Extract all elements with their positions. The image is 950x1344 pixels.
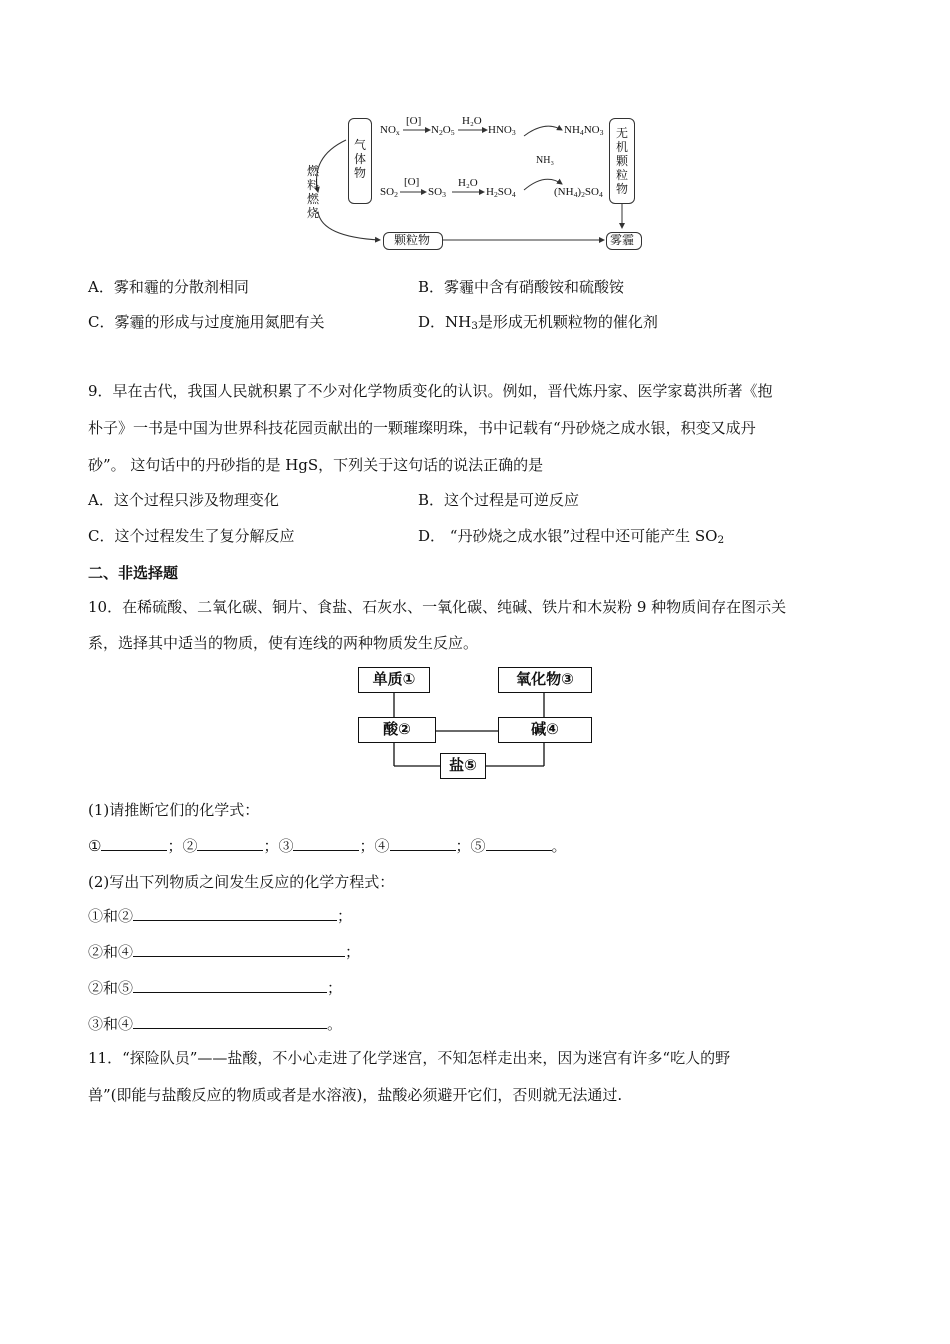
formula-hno3: $HNO_3$ bbox=[488, 124, 516, 137]
box-element: 单质① bbox=[358, 667, 430, 693]
box-oxide: 氧化物③ bbox=[498, 667, 592, 693]
box-acid: 酸② bbox=[358, 717, 436, 743]
blank-2[interactable] bbox=[197, 836, 263, 851]
q10-equation-4: ③和④ 。 bbox=[88, 1015, 343, 1033]
q9-stem-line3: 砂”。 这句话中的丹砂指的是 HgS，下列关于这句话的说法正确的是 bbox=[88, 456, 544, 474]
q10-equation-1: ①和② ； bbox=[88, 907, 353, 925]
q10-stem-line2: 系，选择其中适当的物质，使有连线的两种物质发生反应。 bbox=[88, 634, 479, 652]
section-heading: 二、非选择题 bbox=[88, 564, 179, 582]
blank-5[interactable] bbox=[486, 836, 552, 851]
blank-4[interactable] bbox=[390, 836, 456, 851]
q10-part1-prompt: (1)请推断它们的化学式： bbox=[88, 801, 260, 819]
q9-option-b: B．这个过程是可逆反应 bbox=[418, 491, 580, 509]
formula-so3: $SO_3$ bbox=[428, 186, 446, 199]
q9-option-a: A．这个过程只涉及物理变化 bbox=[88, 491, 279, 509]
formula-so2: $SO_2$ bbox=[380, 186, 398, 199]
q8-option-d: D．$NH_3$是形成无机颗粒物的催化剂 bbox=[418, 313, 658, 332]
q10-part2-prompt: (2)写出下列物质之间发生反应的化学方程式： bbox=[88, 873, 395, 891]
blank-3[interactable] bbox=[293, 836, 359, 851]
box-salt: 盐⑤ bbox=[440, 753, 486, 779]
granule-label: 无 机 颗 粒 物 bbox=[615, 126, 628, 196]
equation-blank-1[interactable] bbox=[133, 906, 337, 921]
formula-n2o5: $N_2O_5$ bbox=[431, 124, 455, 137]
label-oxygen-1: [O] bbox=[406, 115, 422, 127]
haze-formation-diagram bbox=[300, 112, 650, 257]
q10-part1-blanks: ① ；② ；③ ；④ ；⑤ 。 bbox=[88, 837, 567, 855]
substance-relation-diagram bbox=[350, 662, 600, 782]
q10-stem-line1: 10．在稀硫酸、二氧化碳、铜片、食盐、石灰水、一氧化碳、纯碱、铁片和木炭粉 9 种物质间存在图示关 bbox=[88, 598, 787, 616]
label-nh3: NH₃ bbox=[536, 155, 554, 166]
gas-label: 气 体 物 bbox=[353, 138, 366, 180]
equation-blank-3[interactable] bbox=[133, 978, 327, 993]
blank-1[interactable] bbox=[101, 836, 167, 851]
formula-nh4no3: $NH_4NO_3$ bbox=[564, 124, 604, 137]
q11-stem-line2: 兽”(即能与盐酸反应的物质或者是水溶液)，盐酸必须避开它们，否则就无法通过. bbox=[88, 1086, 623, 1104]
formula-nh42so4: $(NH_4)_2SO_4$ bbox=[554, 186, 603, 199]
q11-stem-line1: 11．“探险队员”——盐酸，不小心走进了化学迷宫，不知怎样走出来，因为迷宫有许多“吃人的野 bbox=[88, 1049, 731, 1067]
q9-stem-line1: 9．早在古代，我国人民就积累了不少对化学物质变化的认识。例如，晋代炼丹家、医学家葛洪所著《抱 bbox=[88, 382, 773, 400]
equation-blank-4[interactable] bbox=[133, 1014, 327, 1029]
haze-label: 雾霾 bbox=[610, 233, 635, 247]
q10-equation-3: ②和⑤ ； bbox=[88, 979, 343, 997]
q9-stem-line2: 朴子》一书是中国为世界科技花园贡献出的一颗璀璨明珠，书中记载有“丹砂烧之成水银，积变又成丹 bbox=[88, 419, 756, 437]
particles-label: 颗粒物 bbox=[394, 233, 431, 247]
label-water-2: H₂O bbox=[458, 177, 478, 189]
formula-h2so4: $H_2SO_4$ bbox=[486, 186, 516, 199]
burn-label: 燃 料 燃 烧 bbox=[306, 164, 319, 220]
equation-blank-2[interactable] bbox=[133, 942, 345, 957]
formula-nox: $NO_x$ bbox=[380, 124, 400, 137]
q8-option-b: B．雾霾中含有硝酸铵和硫酸铵 bbox=[418, 278, 625, 296]
q9-option-c: C．这个过程发生了复分解反应 bbox=[88, 527, 295, 545]
label-water-1: H₂O bbox=[462, 115, 482, 127]
q8-option-a: A．雾和霾的分散剂相同 bbox=[88, 278, 249, 296]
box-base: 碱④ bbox=[498, 717, 592, 743]
q8-option-c: C．雾霾的形成与过度施用氮肥有关 bbox=[88, 313, 325, 331]
q10-equation-2: ②和④ ； bbox=[88, 943, 361, 961]
q9-option-d: D． “丹砂烧之成水银”过程中还可能产生 $SO_2$ bbox=[418, 527, 725, 546]
label-oxygen-2: [O] bbox=[404, 176, 420, 188]
